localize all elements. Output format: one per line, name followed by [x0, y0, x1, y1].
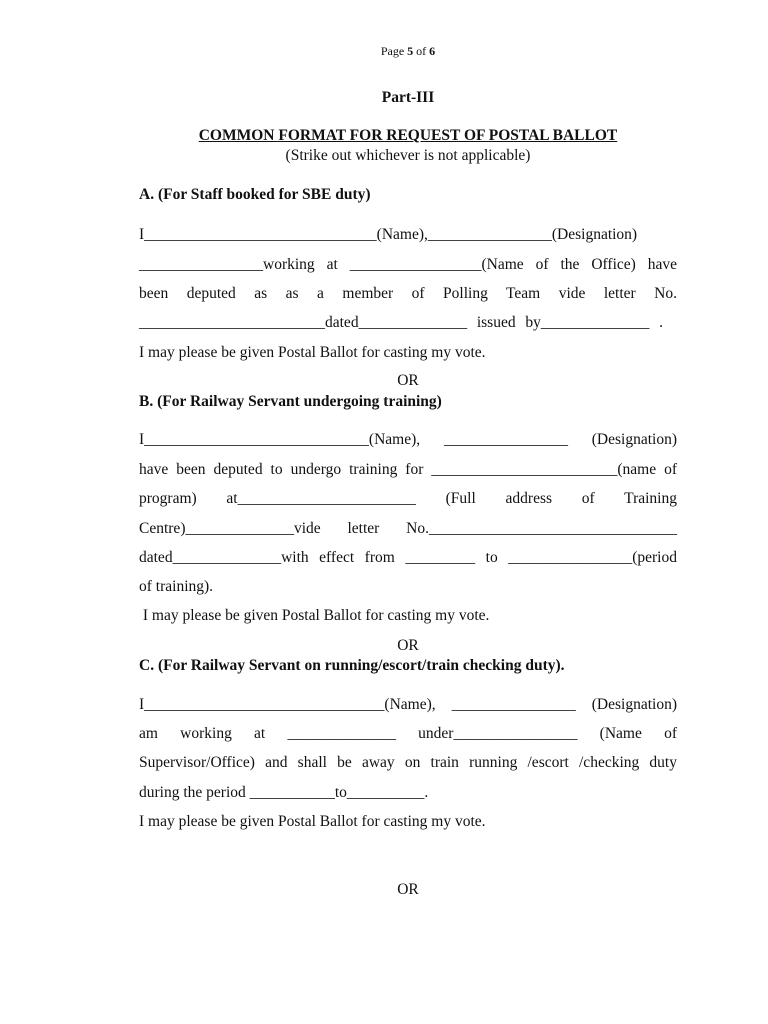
section-b-title: B. (For Railway Servant undergoing training)	[139, 393, 442, 410]
section-b-line: I_____________________________(Name), ________________ (Designation)	[139, 431, 677, 448]
section-c-line: during the period ___________to__________.	[139, 784, 429, 801]
section-b-line: of training).	[139, 578, 214, 595]
section-b-line: program) at_______________________ (Full address of Training	[139, 490, 677, 507]
part-title: Part-III	[381, 89, 435, 106]
section-c-line: Supervisor/Office) and shall be away on train running /escort /checking duty	[139, 754, 677, 771]
page-of-label: of	[416, 44, 427, 58]
section-b-line: I may please be given Postal Ballot for casting my vote.	[139, 607, 490, 624]
section-a-line: been deputed as as a member of Polling Team vide letter No.	[139, 285, 677, 302]
page-total: 6	[429, 44, 436, 58]
section-a-line: I______________________________(Name),________________(Designation)	[139, 226, 638, 243]
form-heading: COMMON FORMAT FOR REQUEST OF POSTAL BALLOT	[198, 127, 618, 144]
or-divider: OR	[397, 372, 419, 389]
section-b-line: have been deputed to undergo training for ________________________(name of	[139, 461, 677, 478]
or-divider: OR	[397, 637, 419, 654]
section-a-line: ________________working at _________________(Name of the Office) have	[139, 256, 677, 273]
section-c-line: I_______________________________(Name), ________________ (Designation)	[139, 696, 677, 713]
section-c-line: am working at ______________ under________________ (Name of	[139, 725, 677, 742]
section-a-line: ________________________dated______________ issued by______________ .	[139, 314, 663, 331]
section-b-line: dated______________with effect from _________ to ________________(period	[139, 549, 677, 566]
section-b-line: Centre)______________vide letter No.________________________________	[139, 520, 677, 537]
section-c-title: C. (For Railway Servant on running/escort/train checking duty).	[139, 657, 565, 674]
section-a-title: A. (For Staff booked for SBE duty)	[139, 186, 371, 203]
or-divider: OR	[397, 881, 419, 898]
page-number	[0, 44, 768, 59]
page-label: Page	[380, 44, 405, 58]
section-a-line: I may please be given Postal Ballot for casting my vote.	[139, 344, 486, 361]
page-current: 5	[407, 44, 414, 58]
form-subheading: (Strike out whichever is not applicable)	[285, 147, 531, 164]
section-c-line: I may please be given Postal Ballot for casting my vote.	[139, 813, 486, 830]
